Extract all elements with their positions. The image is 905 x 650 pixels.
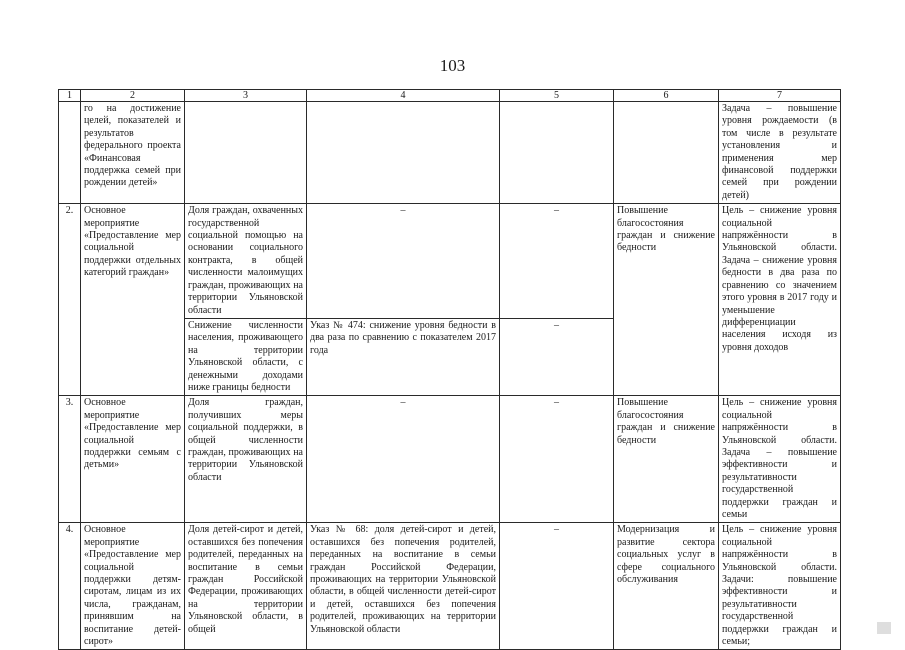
table-row xyxy=(59,523,841,650)
goal-cell: Задача – повышение уровня рождаемости (в том числе в результате установления и применения мер финансовой поддержки семей при рождении детей) xyxy=(719,102,841,204)
measure-cell: Основное мероприятие «Предоставление мер социальной поддержки отдельных категорий граждан» xyxy=(81,204,185,396)
program-cell: – xyxy=(500,396,614,523)
header-cell: 6 xyxy=(614,90,719,102)
decree-cell: Указ № 474: снижение уровня бедности в два раза по сравнению с показателем 2017 года xyxy=(307,318,500,395)
indicator-cell: Доля граждан, получивших меры социальной поддержки, в общей численности граждан, проживающих на территории Ульяновской области xyxy=(185,396,307,523)
page-number: 103 xyxy=(439,56,466,75)
row-number-cell: 3. xyxy=(59,396,81,523)
program-cell: – xyxy=(500,318,614,395)
header-cell: 5 xyxy=(500,90,614,102)
row-number-cell: 2. xyxy=(59,204,81,396)
result-cell: Повышение благосостояния граждан и снижение бедности xyxy=(614,204,719,396)
header-cell: 2 xyxy=(81,90,185,102)
indicator-cell xyxy=(185,102,307,204)
header-cell: 3 xyxy=(185,90,307,102)
goal-cell: Цель – снижение уровня социальной напряжённости в Ульяновской области. Задача – снижение уровня бедности в два раза по сравнению со значением этого уровня в 2017 году и уменьшение дифференциации населения исходя из уровня доходов xyxy=(719,204,841,396)
table-row xyxy=(59,204,841,319)
measures-table xyxy=(58,89,841,650)
decree-cell: – xyxy=(307,396,500,523)
indicator-cell: Снижение численности населения, проживающего на территории Ульяновской области, с денежными доходами ниже границы бедности xyxy=(185,318,307,395)
program-cell: – xyxy=(500,204,614,319)
decree-cell xyxy=(307,102,500,204)
indicator-cell: Доля граждан, охваченных государственной социальной помощью на основании социального контракта, в общей численности малоимущих граждан, проживающих на территории Ульяновской области xyxy=(185,204,307,319)
header-row xyxy=(59,90,841,102)
result-cell: Модернизация и развитие сектора социальных услуг в сфере социального обслуживания xyxy=(614,523,719,650)
goal-cell: Цель – снижение уровня социальной напряжённости в Ульяновской области. Задачи: повышение эффективности и результативности государственной поддержки граждан и семьи; xyxy=(719,523,841,650)
measure-cell: Основное мероприятие «Предоставление мер социальной поддержки детям-сиротам, лицам из их числа, гражданам, принявшим на воспитание детей-сирот» xyxy=(81,523,185,650)
indicator-cell: Доля детей-сирот и детей, оставшихся без попечения родителей, переданных на воспитание в семьи граждан Российской Федерации, проживающих на территории Ульяновской области, в общей xyxy=(185,523,307,650)
header-cell: 4 xyxy=(307,90,500,102)
row-number-cell: 4. xyxy=(59,523,81,650)
header-cell: 1 xyxy=(59,90,81,102)
measure-cell: го на достижение целей, показателей и результатов федерального проекта «Финансовая поддержка семей при рождении детей» xyxy=(81,102,185,204)
table-row xyxy=(59,396,841,523)
decree-cell: – xyxy=(307,204,500,319)
program-cell xyxy=(500,102,614,204)
row-number-cell xyxy=(59,102,81,204)
result-cell xyxy=(614,102,719,204)
scan-artifact xyxy=(877,622,891,634)
decree-cell: Указ № 68: доля детей-сирот и детей, оставшихся без попечения родителей, переданных на воспитание в семьи граждан Российской Федерации, проживающих на территории Ульяновской области, в общей численности детей-сирот и детей, оставшихся без попечения родителей, проживающих на территории Ульяновской области xyxy=(307,523,500,650)
goal-cell: Цель – снижение уровня социальной напряжённости в Ульяновской области. Задача – повышение эффективности и результативности государственной поддержки граждан и семьи xyxy=(719,396,841,523)
result-cell: Повышение благосостояния граждан и снижение бедности xyxy=(614,396,719,523)
header-cell: 7 xyxy=(719,90,841,102)
table-row xyxy=(59,102,841,204)
measure-cell: Основное мероприятие «Предоставление мер социальной поддержки семьям с детьми» xyxy=(81,396,185,523)
program-cell: – xyxy=(500,523,614,650)
